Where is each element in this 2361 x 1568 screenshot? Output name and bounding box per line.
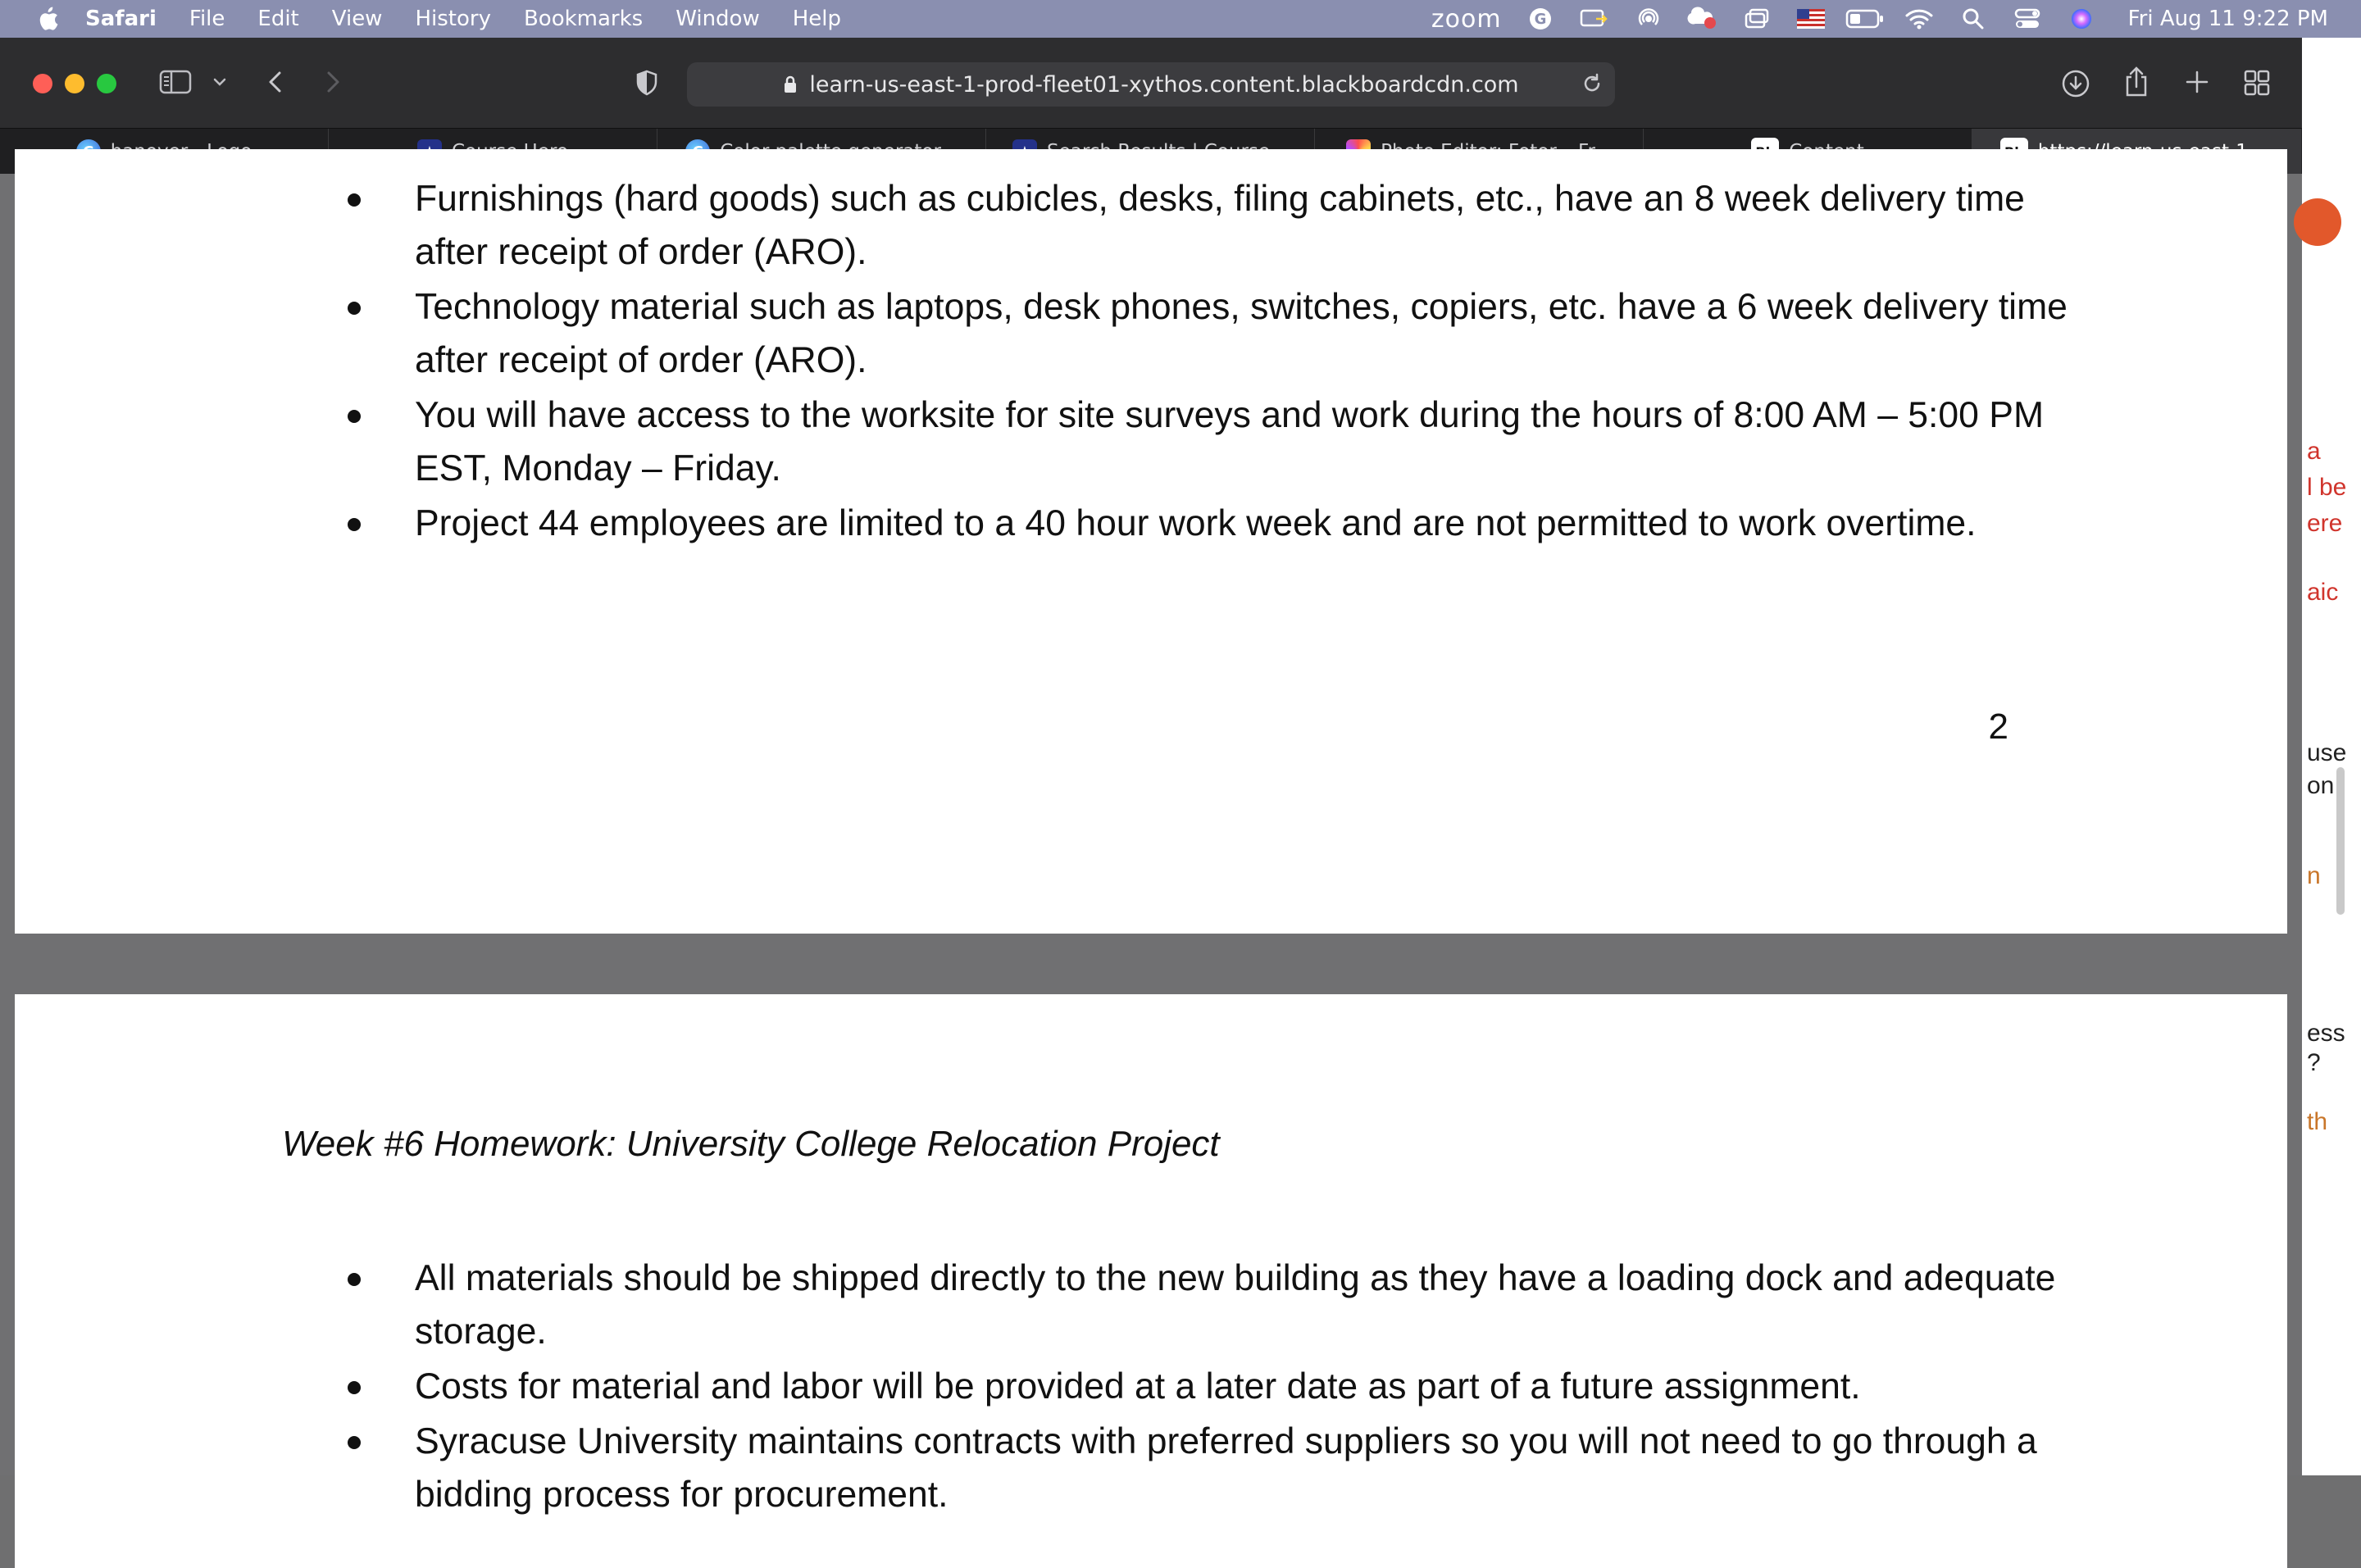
list-item: Furnishings (hard goods) such as cubicles, desks, filing cabinets, etc., have an 8 week delivery time after receipt of order (ARO). <box>415 172 2071 279</box>
text-fragment: a <box>2307 438 2321 465</box>
zoom-status-item[interactable]: zoom <box>1431 4 1502 34</box>
safari-window <box>0 38 2302 1515</box>
downloads-icon[interactable] <box>2061 69 2090 98</box>
text-fragment: aic <box>2307 579 2339 606</box>
notifications-icon[interactable] <box>1687 7 1718 31</box>
text-fragment: th <box>2307 1108 2328 1135</box>
new-tab-icon[interactable] <box>2184 69 2210 95</box>
svg-text:G: G <box>1534 11 1546 28</box>
url-text: learn-us-east-1-prod-fleet01-xythos.content.blackboardcdn.com <box>809 71 1519 98</box>
grammarly-icon[interactable] <box>1525 7 1556 31</box>
background-window[interactable] <box>2302 38 2361 1475</box>
stage-manager-icon[interactable] <box>1741 7 1772 31</box>
bullet-icon <box>348 1381 361 1394</box>
text-fragment: on <box>2307 772 2335 799</box>
menu-help[interactable]: Help <box>792 7 842 31</box>
document-viewport[interactable] <box>0 174 2302 1515</box>
menu-clock[interactable]: Fri Aug 11 9:22 PM <box>2127 7 2328 31</box>
menu-view[interactable]: View <box>331 7 383 31</box>
wifi-icon[interactable] <box>1904 7 1935 31</box>
text-fragment: ess <box>2307 1020 2345 1047</box>
apple-icon[interactable] <box>33 4 62 34</box>
share-icon[interactable] <box>2123 66 2149 98</box>
siri-icon[interactable] <box>2066 7 2097 31</box>
battery-icon[interactable] <box>1849 7 1881 31</box>
bullet-icon <box>348 1273 361 1286</box>
list-item: Technology material such as laptops, desk phones, switches, copiers, etc. have a 6 week delivery time after receipt of order (ARO). <box>415 280 2071 387</box>
browser-toolbar <box>0 38 2302 128</box>
document-page <box>15 149 2287 934</box>
list-item: Project 44 employees are limited to a 40 hour work week and are not permitted to work overtime. <box>415 497 2071 550</box>
list-item: Syracuse University maintains contracts with preferred suppliers so you will not need to go through a bidding process for procurement. <box>415 1415 2071 1521</box>
bullet-icon <box>348 518 361 531</box>
bullet-icon <box>348 193 361 207</box>
minimize-window-button[interactable] <box>65 74 84 93</box>
bullet-list <box>415 172 2071 552</box>
close-window-button[interactable] <box>33 74 52 93</box>
scrollbar-thumb[interactable] <box>2336 767 2345 915</box>
text-fragment: ? <box>2307 1049 2321 1076</box>
menu-window[interactable]: Window <box>676 7 760 31</box>
tab-group-chevron-icon[interactable] <box>212 74 228 90</box>
sidebar-toggle-icon[interactable] <box>159 69 192 95</box>
menu-edit[interactable]: Edit <box>257 7 299 31</box>
menu-file[interactable]: File <box>189 7 225 31</box>
us-flag-icon[interactable] <box>1795 7 1826 31</box>
spotlight-search-icon[interactable] <box>1958 7 1989 31</box>
lock-icon <box>783 75 798 94</box>
screen-share-icon[interactable] <box>1579 7 1610 31</box>
text-fragment: n <box>2307 862 2321 889</box>
document-page <box>15 994 2287 1568</box>
control-center-icon[interactable] <box>2012 7 2043 31</box>
privacy-shield-icon[interactable] <box>635 69 659 97</box>
text-fragment: l be <box>2307 474 2347 501</box>
text-fragment: ere <box>2307 510 2343 537</box>
back-button[interactable] <box>264 69 287 95</box>
menu-safari[interactable]: Safari <box>85 7 157 31</box>
menu-history[interactable]: History <box>415 7 491 31</box>
forward-button[interactable] <box>321 69 344 95</box>
bullet-icon <box>348 410 361 423</box>
menu-bookmarks[interactable]: Bookmarks <box>523 7 644 31</box>
fullscreen-window-button[interactable] <box>97 74 116 93</box>
list-item: You will have access to the worksite for site surveys and work during the hours of 8:00 AM – 5:00 PM EST, Monday – Friday. <box>415 389 2071 495</box>
status-area <box>1431 0 2328 38</box>
address-bar[interactable] <box>687 62 1615 107</box>
avatar[interactable] <box>2294 198 2341 246</box>
list-item: Costs for material and labor will be provided at a later date as part of a future assignment. <box>415 1360 2071 1413</box>
document-heading: Week #6 Homework: University College Relocation Project <box>282 1124 1220 1164</box>
bullet-icon <box>348 1436 361 1449</box>
text-fragment: use <box>2307 739 2347 766</box>
tab-overview-icon[interactable] <box>2243 69 2271 97</box>
list-item: All materials should be shipped directly to the new building as they have a loading dock and adequate storage. <box>415 1252 2071 1358</box>
menu-bar <box>0 0 2361 38</box>
reload-icon[interactable] <box>1581 72 1604 101</box>
airdrop-icon[interactable] <box>1633 7 1664 31</box>
bullet-list <box>415 1252 2071 1523</box>
bullet-icon <box>348 302 361 315</box>
page-number: 2 <box>1988 707 2008 747</box>
